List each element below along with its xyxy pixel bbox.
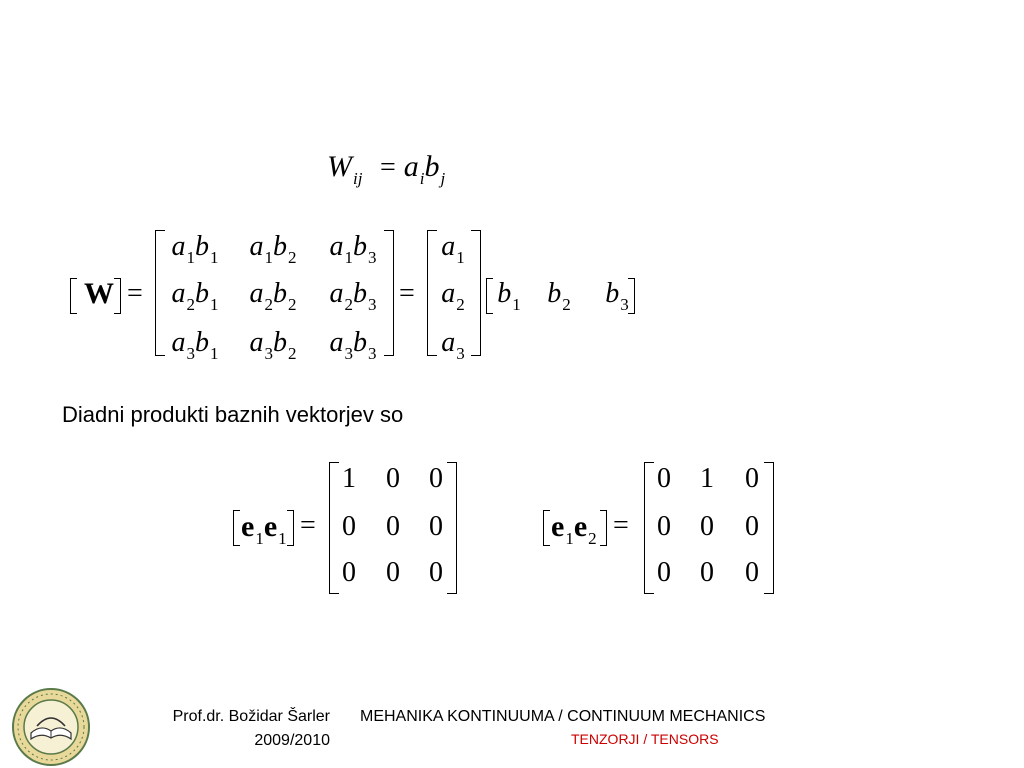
equals-sign-2: = [399,278,415,309]
footer-topic: TENZORJI / TENSORS [571,731,719,747]
matrix-cell: 0 [342,557,356,588]
statement-text: Diadni produkti baznih vektorjev so [62,402,404,427]
matrix-cell: 0 [745,557,759,588]
bracket-left-e1e1 [233,510,240,546]
vector-cell: $a_2$ [441,278,465,314]
bracket-left-matrix [155,230,165,356]
matrix-cell: 0 [745,511,759,542]
bracket-right-e1e1 [287,510,294,546]
bracket-left-w [70,278,77,314]
equals-sign-3: = [300,510,316,541]
matrix-cell: 0 [429,463,443,494]
bracket-right-m2 [764,462,774,594]
label-e1e2 [551,510,597,548]
matrix-cell: 0 [657,511,671,542]
matrix-cell: $a_1b_2$ [249,231,297,267]
matrix-cell: $a_2b_2$ [249,278,297,314]
matrix-cell: $a_3b_3$ [329,327,377,363]
matrix-cell: 0 [429,557,443,588]
subscript: 1 [565,529,574,548]
label-e1e1 [241,510,287,548]
bracket-right-column [471,230,481,356]
matrix-cell: 0 [657,557,671,588]
bracket-left-m1 [329,462,339,594]
equals-sign: = [379,152,396,183]
symbol-b: b [424,150,440,183]
bracket-right-row [628,278,635,314]
vector-cell: $b_2$ [547,278,571,314]
subscript-j: j [440,169,446,188]
subscript-ij: ij [353,169,363,188]
matrix-cell: $a_1b_3$ [329,231,377,267]
matrix-cell: 0 [657,463,671,494]
symbol-e: e [573,510,588,543]
subscript: 2 [588,529,597,548]
matrix-cell: $a_2b_1$ [171,278,219,314]
subscript: 1 [255,529,264,548]
footer-author: Prof.dr. Božidar Šarler [172,708,330,725]
matrix-cell: 0 [386,557,400,588]
university-logo [10,686,92,768]
matrix-cell: $a_2b_3$ [329,278,377,314]
subscript-i: i [419,169,425,188]
matrix-cell: 0 [386,463,400,494]
matrix-cell: 0 [429,511,443,542]
matrix-cell: 0 [386,511,400,542]
bracket-left-m2 [644,462,654,594]
vector-cell: $b_3$ [605,278,629,314]
bracket-right-w [114,278,121,314]
matrix-cell: 1 [342,463,356,494]
footer-course: MEHANIKA KONTINUUMA / CONTINUUM MECHANICS [360,708,766,725]
matrix-cell: 0 [342,511,356,542]
matrix-cell: 0 [745,463,759,494]
matrix-cell: 0 [700,511,714,542]
bracket-right-e1e2 [600,510,607,546]
subscript: 1 [278,529,287,548]
vector-cell: $b_1$ [497,278,521,314]
bracket-right-matrix [384,230,394,356]
symbol-e: e [263,510,278,543]
matrix-cell: $a_3b_1$ [171,327,219,363]
matrix-cell: $a_1b_1$ [171,231,219,267]
symbol-w: W [327,150,352,183]
matrix-cell: $a_3b_2$ [249,327,297,363]
bracket-left-e1e2 [543,510,550,546]
vector-cell: $a_1$ [441,231,465,267]
symbol-w-bold: W [84,277,114,310]
matrix-cell: 1 [700,463,714,494]
equals-sign-1: = [127,278,143,309]
symbol-e: e [241,510,255,543]
matrix-cell: 0 [700,557,714,588]
equals-sign-4: = [613,510,629,541]
bracket-right-m1 [447,462,457,594]
symbol-e: e [551,510,565,543]
footer-year: 2009/2010 [254,732,330,749]
vector-cell: $a_3$ [441,327,465,363]
symbol-a: a [403,150,419,183]
